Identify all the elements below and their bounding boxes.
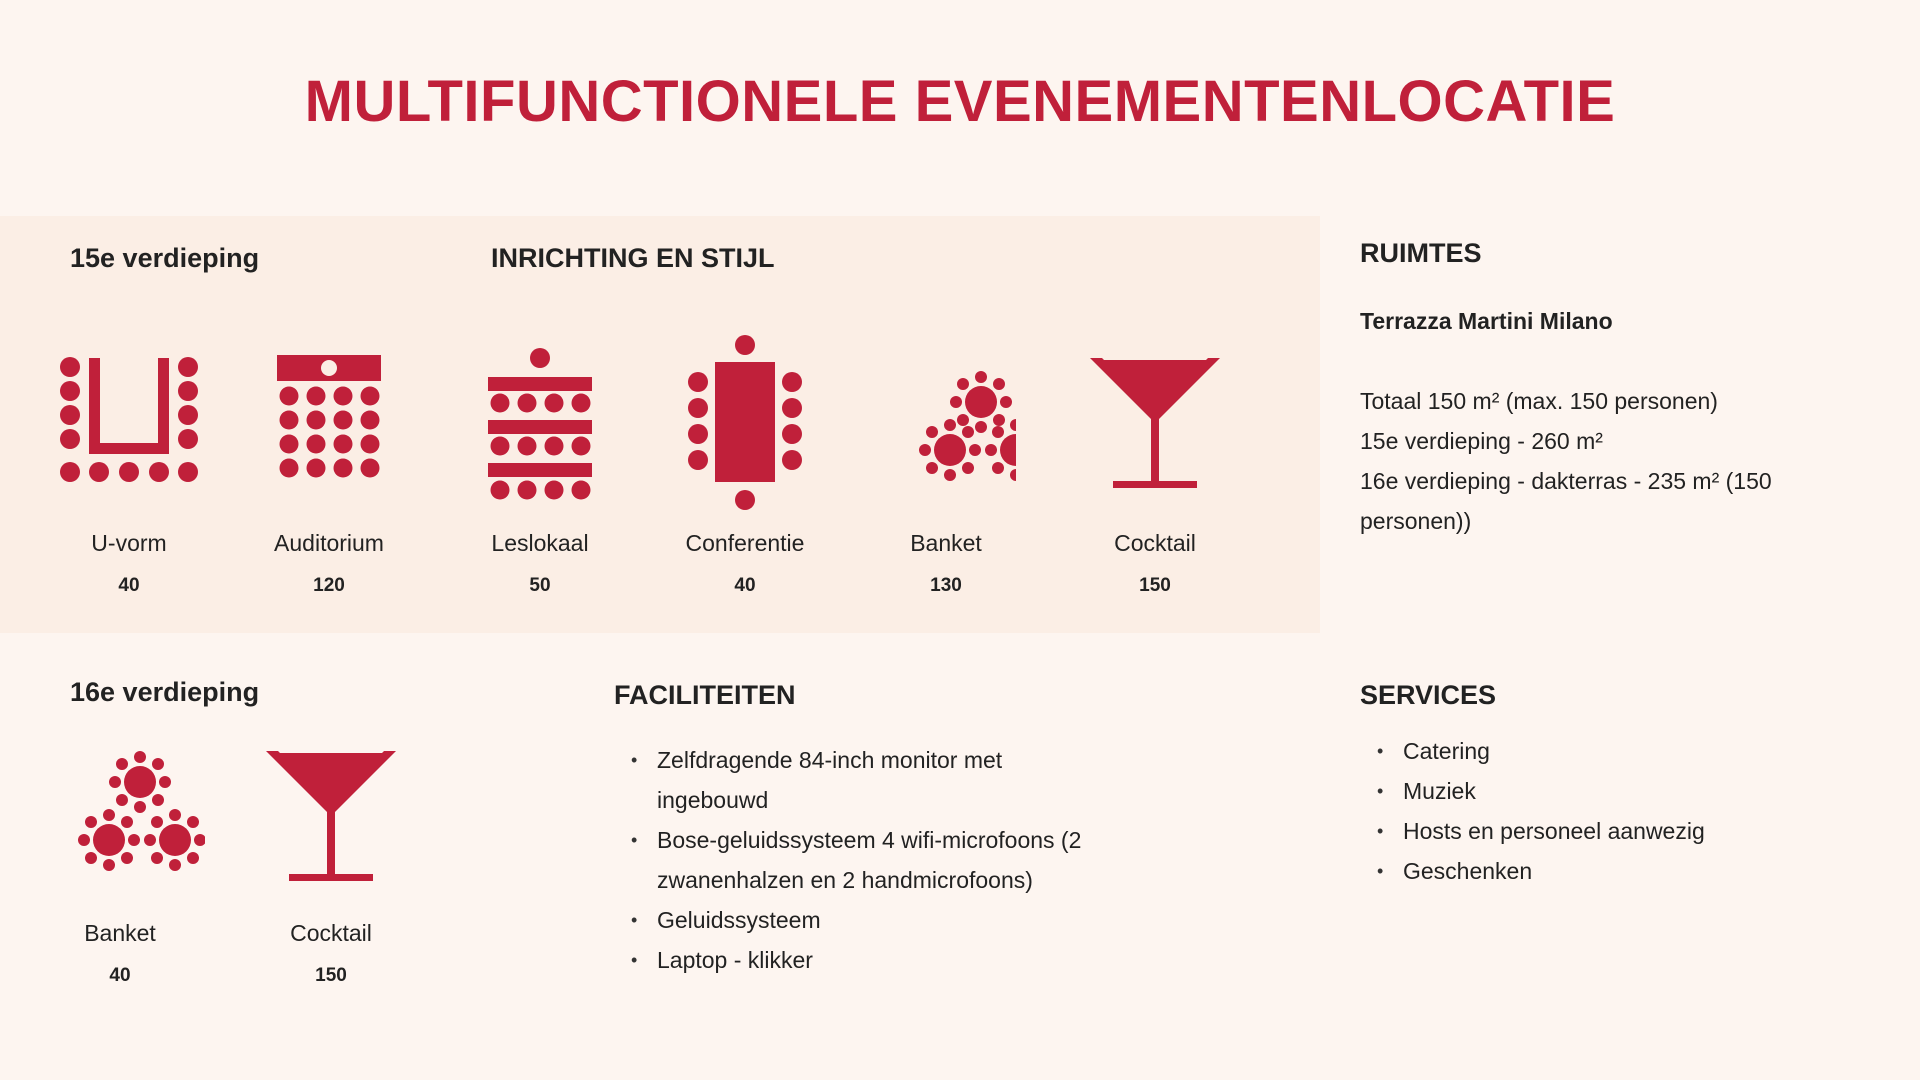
layout-banket-16	[20, 750, 220, 995]
layout-name: Conferentie	[685, 530, 805, 556]
rooms-line: 15e verdieping - 260 m²	[1360, 428, 1603, 454]
list-item: • Zelfdragende 84-inch monitor met ingebouwd	[627, 740, 1107, 820]
cocktail-glass-icon	[1085, 355, 1225, 495]
rooms-line: 16e verdieping - dakterras - 235 m² (150 personen))	[1360, 468, 1772, 534]
layout-name: Cocktail	[290, 920, 372, 946]
services-heading: SERVICES	[1360, 680, 1497, 710]
conference-layout-icon	[675, 330, 815, 510]
cocktail-glass-icon	[261, 748, 401, 888]
list-item: • Catering	[1373, 731, 1793, 771]
list-item: • Bose-geluidssysteem 4 wifi-microfoons (2 zwanenhalzen en 2 handmicrofoons)	[627, 820, 1107, 900]
layout-name: Leslokaal	[491, 530, 589, 556]
venue-name: Terrazza Martini Milano	[1360, 308, 1613, 334]
style-heading: INRICHTING EN STIJL	[491, 243, 775, 273]
rooms-line: Totaal 150 m² (max. 150 personen)	[1360, 388, 1718, 414]
services-list	[1373, 731, 1793, 891]
banquet-layout-icon	[35, 750, 205, 880]
list-item: • Geluidssysteem	[627, 900, 1107, 940]
layout-u-vorm	[29, 350, 229, 600]
list-item: • Laptop - klikker	[627, 940, 1107, 980]
layout-name: Auditorium	[274, 530, 384, 556]
layout-capacity: 40	[734, 575, 756, 596]
layout-capacity: 150	[315, 965, 347, 986]
facilities-heading: FACILITEITEN	[614, 680, 796, 710]
layout-banket	[846, 355, 1046, 600]
layout-capacity: 40	[118, 575, 140, 596]
page-title: MULTIFUNCTIONELE EVENEMENTENLOCATIE	[304, 69, 1616, 134]
layout-cocktail	[1055, 355, 1255, 600]
layout-capacity: 150	[1139, 575, 1171, 596]
auditorium-layout-icon	[259, 350, 399, 490]
layout-name: Banket	[84, 920, 156, 946]
services-list-wrap	[1373, 731, 1793, 891]
banquet-layout-icon	[876, 355, 1016, 485]
list-item: • Geschenken	[1373, 851, 1793, 891]
facilities-list	[627, 740, 1107, 980]
layout-capacity: 40	[109, 965, 131, 986]
layout-leslokaal	[440, 340, 640, 600]
list-item: • Hosts en personeel aanwezig	[1373, 811, 1793, 851]
layout-auditorium	[229, 350, 429, 600]
floor-15-heading: 15e verdieping	[70, 243, 260, 273]
layout-capacity: 120	[313, 575, 345, 596]
facilities-list-wrap	[627, 740, 1107, 980]
layout-name: U-vorm	[91, 530, 167, 556]
u-shape-layout-icon	[59, 350, 199, 490]
layout-name: Banket	[910, 530, 982, 556]
classroom-layout-icon	[470, 340, 610, 500]
layout-capacity: 130	[930, 575, 962, 596]
rooms-details	[1360, 381, 1830, 541]
floor-16-heading: 16e verdieping	[70, 677, 260, 707]
list-item: • Muziek	[1373, 771, 1793, 811]
rooms-heading: RUIMTES	[1360, 238, 1482, 268]
layout-conferentie	[645, 330, 845, 600]
layout-capacity: 50	[529, 575, 551, 596]
layout-name: Cocktail	[1114, 530, 1196, 556]
layout-cocktail-16	[231, 748, 431, 993]
